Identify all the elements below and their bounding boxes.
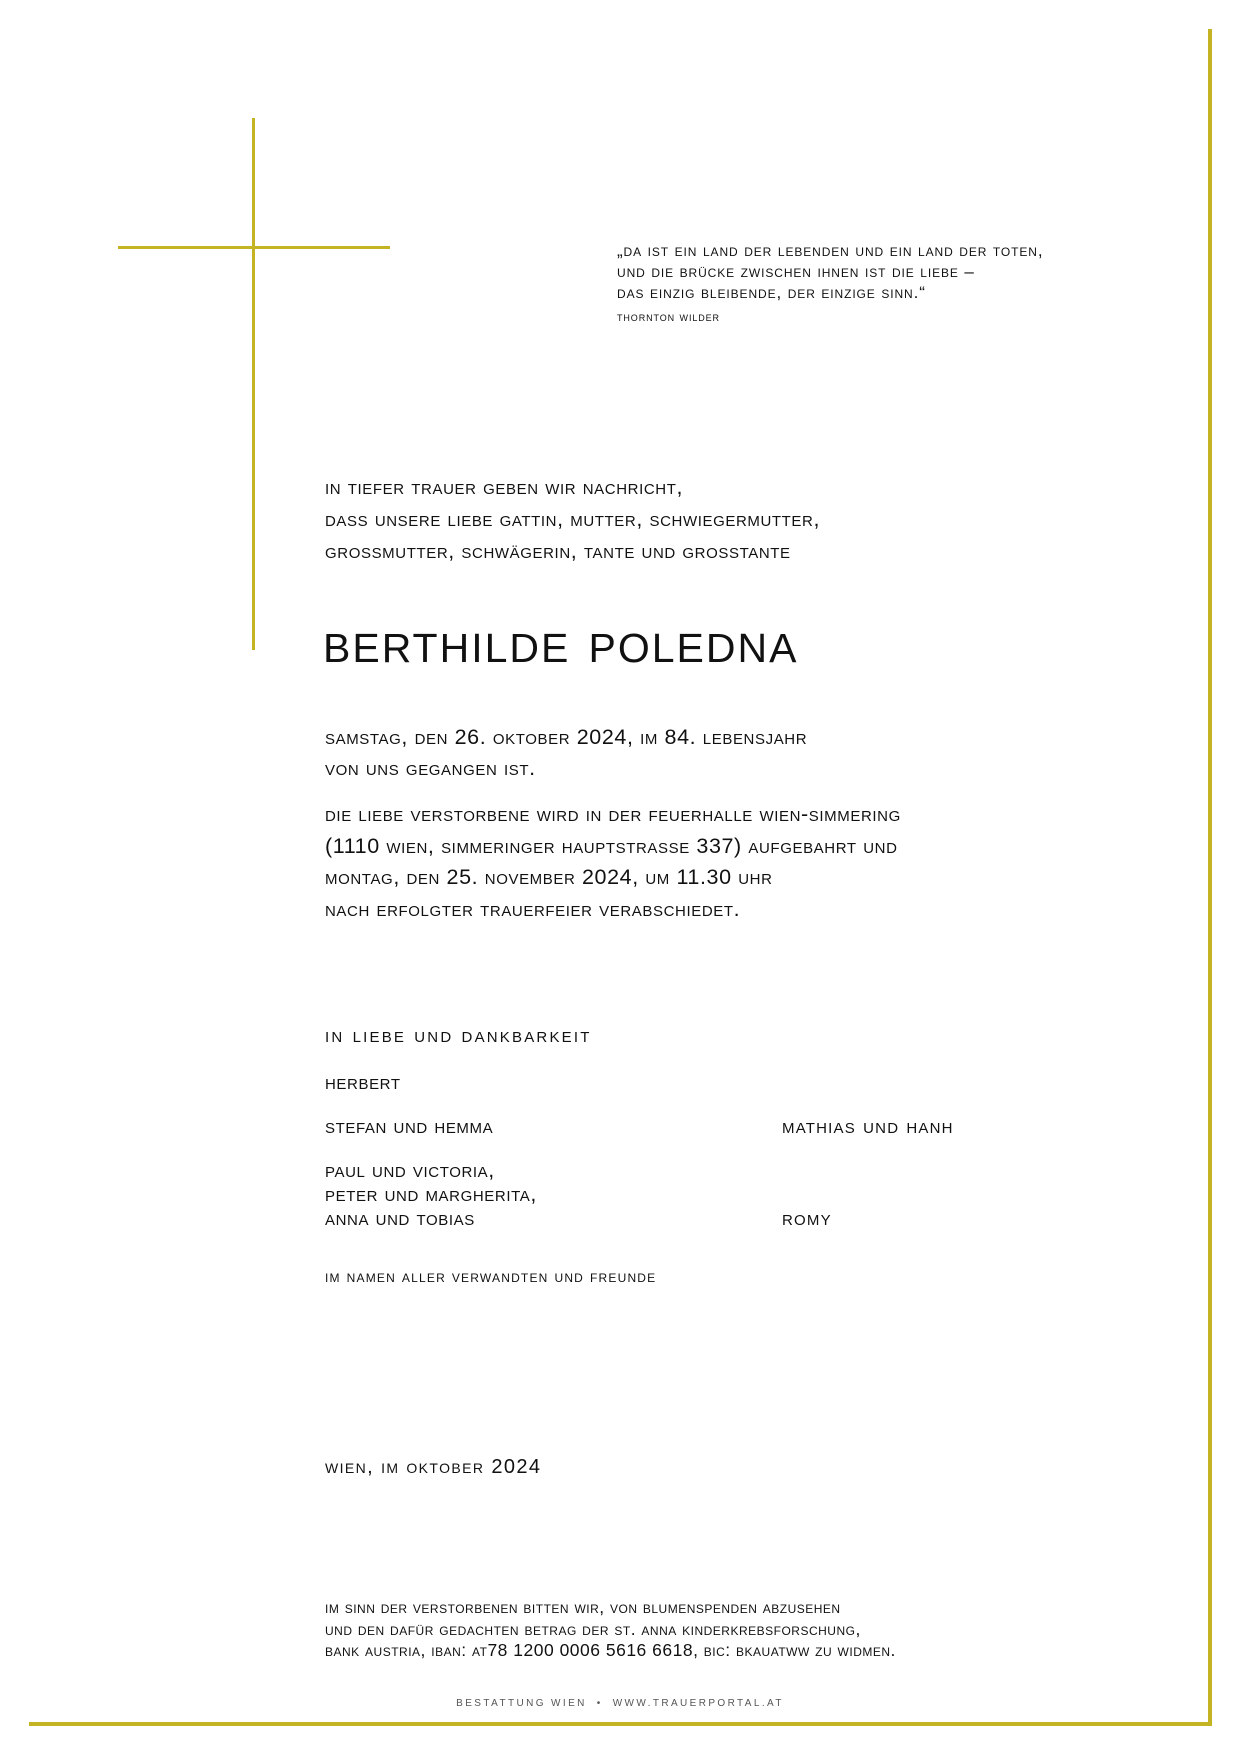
mourner-group-line: paul und victoria,: [325, 1158, 495, 1182]
donation-line: und den dafür gedachten betrag der st. anna kinderkrebsforschung,: [325, 1618, 861, 1639]
footer-website-link[interactable]: WWW.TRAUERPORTAL.AT: [612, 1698, 784, 1709]
quote-line: das einzig bleibende, der einzige sinn.“: [617, 283, 926, 302]
quote-block: [617, 240, 1044, 303]
footer-funeral-home: BESTATTUNG WIEN: [456, 1698, 587, 1709]
deceased-name: berthilde poledna: [323, 610, 799, 675]
ceremony-line: nach erfolgter trauerfeier verabschiedet.: [325, 896, 741, 921]
mourner-herbert: herbert: [325, 1070, 401, 1094]
donation-line: im sinn der verstorbenen bitten wir, von blumenspenden abzusehen: [325, 1597, 841, 1617]
mourner-left-1: stefan und hemma: [325, 1114, 494, 1138]
death-date-block: [325, 722, 807, 784]
ceremony-line: montag, den 25. november 2024, um 11.30 uhr: [325, 865, 773, 889]
intro-line: in tiefer trauer geben wir nachricht,: [325, 475, 684, 499]
relatives-note: im namen aller verwandten und freunde: [325, 1267, 657, 1286]
mourner-group-line: peter und margherita,: [325, 1182, 537, 1206]
ceremony-line: die liebe verstorbene wird in der feuerhalle wien-simmering: [325, 802, 901, 826]
place-date: wien, im oktober 2024: [325, 1456, 542, 1478]
ceremony-block: [325, 799, 901, 925]
quote-author: thornton wilder: [617, 309, 720, 324]
bullet-separator-icon: •: [596, 1698, 603, 1709]
donation-line: bank austria, iban: at78 1200 0006 5616 6618, bic: bkauatww zu widmen.: [325, 1640, 896, 1660]
quote-line: „da ist ein land der lebenden und ein land der toten,: [617, 241, 1044, 260]
death-line: samstag, den 26. oktober 2024, im 84. lebensjahr: [325, 725, 808, 749]
quote-line: und die brücke zwischen ihnen ist die liebe –: [617, 262, 975, 281]
mourner-right-1: mathias und hanh: [782, 1114, 954, 1138]
intro-line: dass unsere liebe gattin, mutter, schwiegermutter,: [325, 507, 821, 531]
donation-request: [325, 1597, 896, 1662]
mourner-group-line: anna und tobias: [325, 1206, 475, 1230]
mourners-heading: in liebe und dankbarkeit: [325, 1023, 592, 1047]
footer-credit: [0, 1698, 1240, 1709]
intro-line: grossmutter, schwägerin, tante und grosstante: [325, 539, 791, 563]
announcement-intro: [325, 471, 820, 567]
cross-vertical-bar: [252, 118, 255, 650]
gold-frame-right-border: [1208, 29, 1212, 1726]
mourner-group: [325, 1158, 537, 1230]
ceremony-line: (1110 wien, simmeringer hauptstrasse 337) aufgebahrt und: [325, 833, 898, 858]
gold-frame-bottom-border: [29, 1722, 1212, 1726]
mourner-right-2: romy: [782, 1206, 832, 1230]
death-line: von uns gegangen ist.: [325, 756, 536, 780]
cross-horizontal-bar: [118, 246, 390, 249]
